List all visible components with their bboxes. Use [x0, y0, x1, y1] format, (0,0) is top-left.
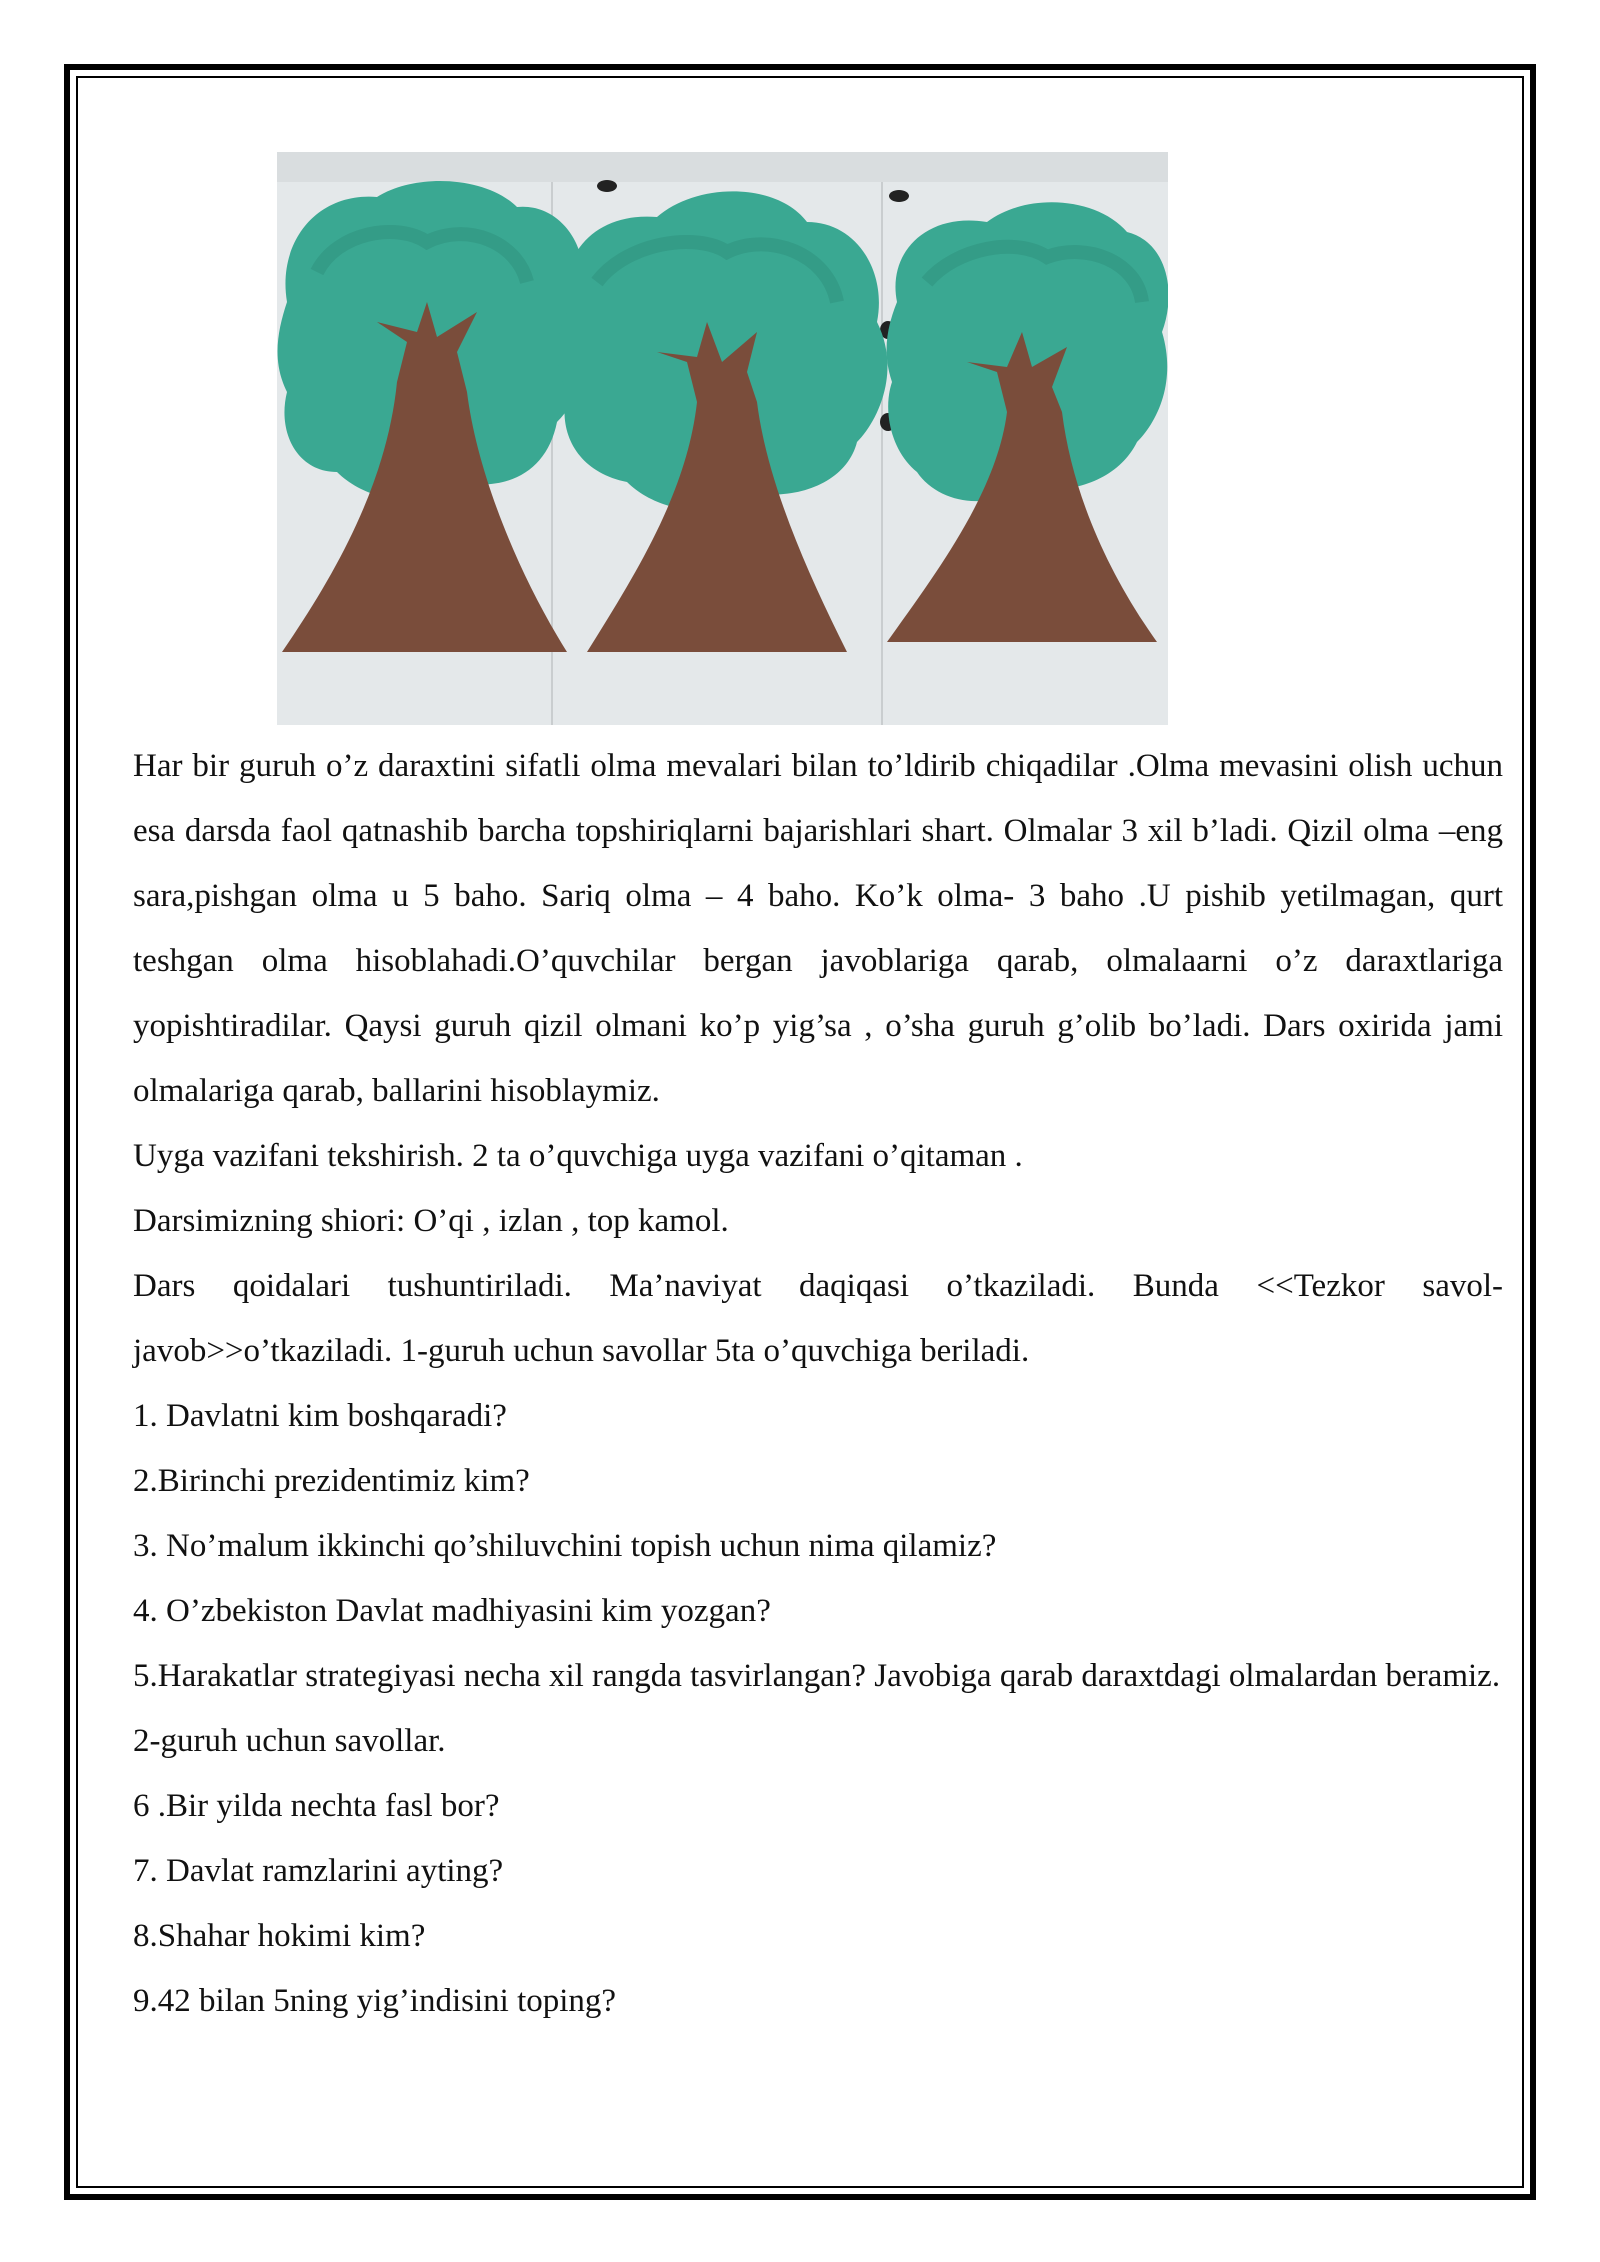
group-2-heading: 2-guruh uchun savollar. — [133, 1723, 446, 1759]
question-9: 9.42 bilan 5ning yig’indisini toping? — [133, 1983, 617, 2019]
question-7: 7. Davlat ramzlarini ayting? — [133, 1853, 504, 1889]
trees-photo — [277, 152, 1168, 725]
question-2: 2.Birinchi prezidentimiz kim? — [133, 1463, 530, 1499]
question-5: 5.Harakatlar strategiyasi necha xil rangda tasvirlangan? Javobiga qarab daraxtdagi olmalardan beramiz. — [133, 1658, 1501, 1694]
rules-paragraph: Dars qoidalari tushuntiriladi. Ma’naviyat daqiqasi o’tkaziladi. Bunda <<Tezkor savol-javob>>o’tkaziladi. 1-guruh uchun savollar 5ta o’quvchiga beriladi. — [133, 1268, 1503, 1369]
three-painted-trees-icon — [277, 152, 1168, 725]
question-1: 1. Davlatni kim boshqaradi? — [133, 1398, 507, 1434]
intro-paragraph: Har bir guruh o’z daraxtini sifatli olma mevalari bilan to’ldirib chiqadilar .Olma mevasini olish uchun esa darsda faol qatnashib barcha topshiriqlarni bajarishlari shart. Olmalar 3 xil b’ladi. Qizil olma –eng sara,pishgan olma u 5 baho. Sariq olma – 4 baho. Ko’k olma- 3 baho .U pishib yetilmagan, qurt teshgan olma hisoblahadi.O’quvchilar bergan javoblariga qarab, olmalaarni o’z daraxtlariga yopishtiradilar. Qaysi guruh qizil olmani ko’p yig’sa , o’sha guruh g’olib bo’ladi. Dars oxirida jami olmalariga qarab, ballarini hisoblaymiz. — [133, 748, 1503, 1109]
motto-line: Darsimizning shiori: O’qi , izlan , top kamol. — [133, 1203, 729, 1239]
question-6: 6 .Bir yilda nechta fasl bor? — [133, 1788, 500, 1824]
question-3: 3. No’malum ikkinchi qo’shiluvchini topish uchun nima qilamiz? — [133, 1528, 997, 1564]
homework-line: Uyga vazifani tekshirish. 2 ta o’quvchiga uyga vazifani o’qitaman . — [133, 1138, 1023, 1174]
document-body — [133, 734, 1503, 2034]
question-4: 4. O’zbekiston Davlat madhiyasini kim yozgan? — [133, 1593, 771, 1629]
question-8: 8.Shahar hokimi kim? — [133, 1918, 426, 1954]
